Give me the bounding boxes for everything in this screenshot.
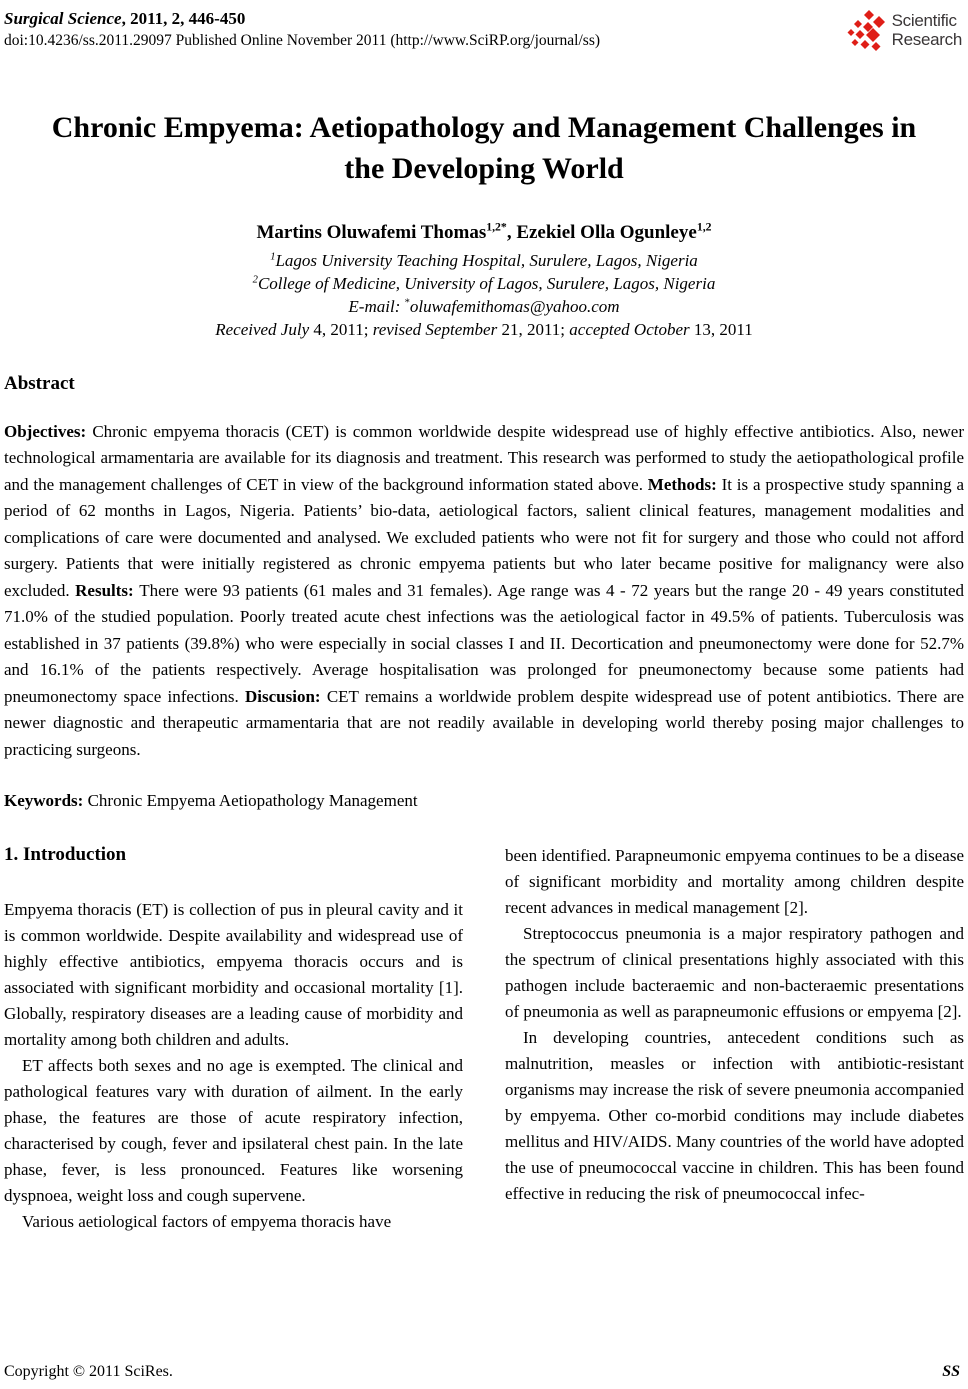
journal-info: [4, 8, 600, 51]
authors-line: [4, 220, 964, 246]
text-run: 4, 2011;: [313, 319, 373, 339]
paragraph: Streptococcus pneumonia is a major respiratory pathogen and the spectrum of clinical presentations highly associated with this pathogen include bacteraemic and non-bacteraemic presentations of pneumonia as well as parapneumonic effusions or empyema [2].: [505, 924, 964, 1022]
text-run: It is a prospective study spanning a period of 62 months in Lagos, Nigeria. Patients’ bio-data, aetiological factors, salient clinical features, management modalities and complications of care were documented and analysed. We excluded patients who were not fit for surgery and those who could not afford surgery. Patients that were initially registered as chronic empyema patients but who later became positive for malignancy were also excluded.: [4, 474, 964, 600]
text-run: 2: [252, 274, 258, 286]
introduction-heading: 1. Introduction: [4, 844, 127, 866]
paragraph: been identified. Parapneumonic empyema continues to be a disease of significant morbidity and mortality among children despite recent advances in medical management [2].: [505, 846, 964, 918]
text-run: Methods:: [647, 474, 722, 494]
abstract-heading: Abstract: [4, 372, 75, 394]
two-column-body: [4, 843, 964, 1235]
logo-word-line1: Scientific: [891, 11, 957, 30]
text-run: Keywords:: [4, 791, 88, 811]
text-run: Surgical Science: [4, 9, 122, 28]
text-run: 21, 2011;: [501, 319, 570, 339]
text-run: accepted October: [569, 319, 694, 339]
scientific-research-logo: [844, 8, 962, 61]
text-run: *: [404, 297, 410, 309]
text-run: oluwafemithomas@yahoo.com: [409, 296, 620, 316]
text-run: CET remains a worldwide problem despite widespread use of potent antibiotics. There are newer diagnostic and therapeutic armamentaria that are not readily available in developing world thereby posing major challenges to practicing surgeons.: [4, 686, 964, 759]
paper-title: Chronic Empyema: Aetiopathology and Management Challenges in the Developing World: [51, 111, 917, 186]
text-run: 1,2: [696, 220, 712, 234]
copyright-notice: Copyright © 2011 SciRes.: [4, 1363, 173, 1380]
text-run: 1: [270, 251, 276, 263]
text-run: Results:: [75, 580, 140, 600]
text-run: College of Medicine, University of Lagos, Surulere, Lagos, Nigeria: [257, 273, 716, 293]
text-run: Lagos University Teaching Hospital, Surulere, Lagos, Nigeria: [275, 250, 698, 270]
text-run: , 2011, 2, 446-450: [121, 9, 246, 28]
text-run: There were 93 patients (61 males and 31 females). Age range was 4 - 72 years but the range 20 - 49 years constituted 71.0% of the studied population. Poorly treated acute chest infections was the aetiological factor in 49.5% of patients. Tuberculosis was established in 37 patients (39.8%) who were especially in social classes I and II. Decortication and pneumonectomy were done for 52.7% and 16.1% of the patients respectively. Average hospitalisation was prolonged for pneumonectomy because some patients had pneumonectomy space infections.: [4, 580, 964, 706]
left-column-paragraphs: [4, 897, 463, 1235]
keywords-line: [4, 789, 964, 813]
author-block: [4, 220, 964, 341]
text-run: E-mail:: [348, 296, 405, 316]
text-run: , Ezekiel Olla Ogunleye: [506, 221, 697, 243]
doi-line: doi:10.4236/ss.2011.29097 Published Online November 2011 (http://www.SciRP.org/journal/ss): [4, 32, 601, 49]
paragraph: In developing countries, antecedent conditions such as malnutrition, measles or infection with antibiotic-resistant organisms may increase the risk of severe pneumonia accompanied by empyema. Other co-morbid conditions may include diabetes mellitus and HIV/AIDS. Many countries of the world have adopted the use of pneumococcal vaccine in children. This has been found effective in reducing the risk of pneumococcal infec-: [505, 1028, 964, 1204]
text-run: Martins Oluwafemi Thomas: [256, 221, 487, 243]
journal-citation: [4, 8, 600, 29]
text-run: Discusion:: [245, 686, 327, 706]
right-column-paragraphs: [505, 843, 964, 1207]
red-diamonds-cluster-icon: [844, 8, 890, 61]
text-run: 1,2*: [486, 220, 507, 234]
text-run: 13, 2011: [693, 319, 753, 339]
logo-wordmark: [892, 12, 962, 49]
abstract-paragraph: [4, 419, 964, 764]
affiliation-1: [4, 249, 964, 272]
text-run: Chronic empyema thoracis (CET) is common worldwide despite widespread use of highly effective antibiotics. Also, newer technological armamentaria are available for its diagnosis and treatment. This research was performed to study the aetiopathological profile and the management challenges of CET in view of the background information stated above.: [4, 421, 964, 494]
text-run: revised September: [372, 319, 502, 339]
email-line: [4, 295, 964, 318]
page-footer: [4, 1363, 960, 1381]
journal-abbreviation-mark: SS: [942, 1363, 960, 1380]
text-run: Received July: [215, 319, 314, 339]
text-run: Chronic Empyema Aetiopathology Management: [87, 791, 418, 811]
page-header: [4, 8, 964, 61]
paragraph: ET affects both sexes and no age is exempted. The clinical and pathological features vary with duration of ailment. In the early phase, the features are those of acute respiratory infection, characterised by cough, fever and ipsilateral chest pain. In the late phase, fever, is less pronounced. Features like worsening dyspnoea, weight loss and cough supervene.: [4, 1056, 463, 1206]
logo-word-line2: Research: [891, 29, 962, 49]
left-column: [4, 843, 463, 1235]
affiliation-2: [4, 272, 964, 295]
right-column: [505, 843, 964, 1235]
received-dates-line: [4, 318, 964, 341]
paragraph: Various aetiological factors of empyema thoracis have: [22, 1212, 392, 1232]
text-run: Objectives:: [4, 421, 93, 441]
paragraph: Empyema thoracis (ET) is collection of pus in pleural cavity and it is common worldwide. Despite availability and widespread use of highly effective antibiotics, empyema thoracis occurs and is associated with significant morbidity and occasional mortality [1]. Globally, respiratory diseases are a leading cause of morbidity and mortality among both children and adults.: [4, 900, 463, 1050]
